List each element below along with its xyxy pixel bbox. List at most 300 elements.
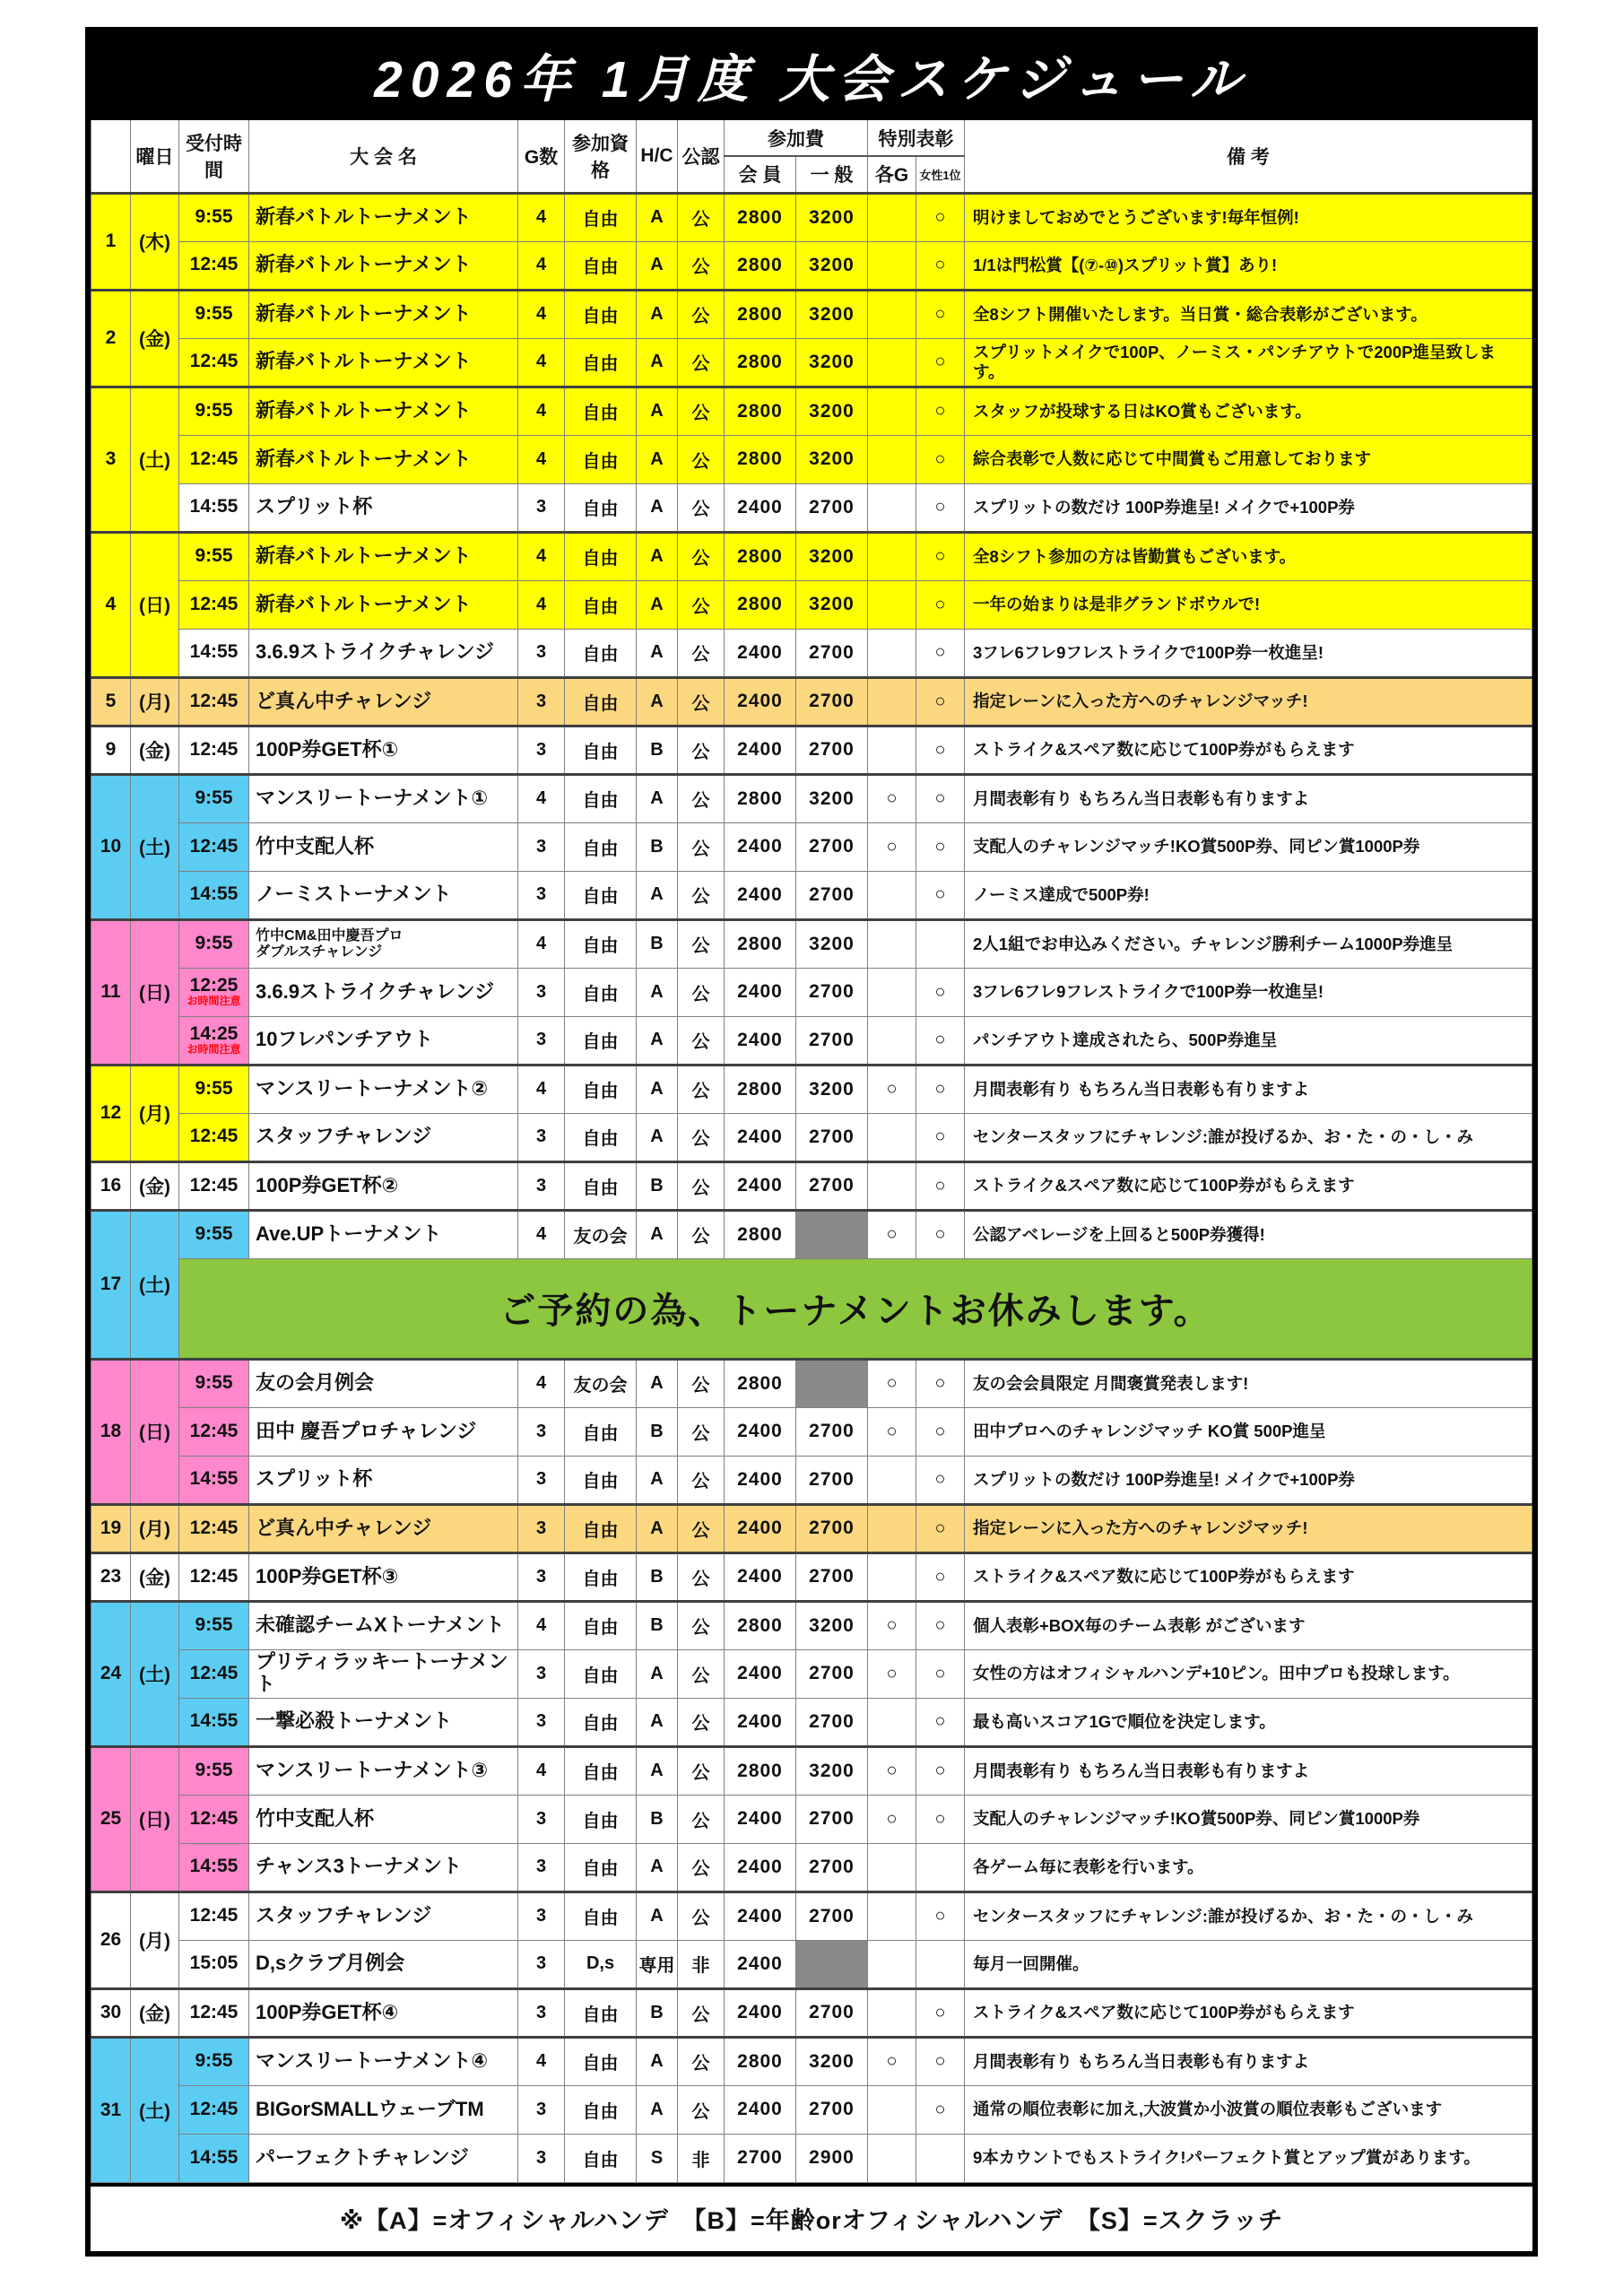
member-fee-cell: 2800 [725, 193, 796, 241]
handicap-cell: B [637, 1795, 678, 1843]
certified-cell: 公 [678, 1456, 725, 1504]
tournament-name-cell: D,sクラブ月例会 [249, 1940, 518, 1988]
tournament-name-cell: BIGorSMALLウェーブTM [249, 2085, 518, 2134]
member-fee-cell: 2800 [725, 532, 796, 580]
games-cell: 4 [518, 435, 565, 483]
day-cell: 12 [91, 1065, 131, 1161]
games-cell: 3 [518, 1016, 565, 1065]
schedule-row [91, 919, 1532, 968]
award-female-cell: ○ [916, 1456, 965, 1504]
award-each-game-cell [868, 629, 916, 677]
certified-cell: 公 [678, 677, 725, 726]
award-female-cell: ○ [916, 1698, 965, 1746]
schedule-row [91, 1016, 1532, 1065]
remarks-cell: 全8シフト開催いたします。当日賞・総合表彰がございます。 [965, 290, 1532, 338]
certified-cell: 公 [678, 1843, 725, 1892]
member-fee-cell: 2800 [725, 387, 796, 435]
remarks-cell: 各ゲーム毎に表彰を行います。 [965, 1843, 1532, 1892]
remarks-cell: スプリットの数だけ 100P券進呈! メイクで+100P券 [965, 483, 1532, 532]
schedule-row [91, 1698, 1532, 1746]
general-fee-cell: 2700 [796, 1456, 868, 1504]
certified-cell: 公 [678, 1698, 725, 1746]
time-cell: 12:45 [179, 1892, 249, 1940]
member-fee-cell: 2400 [725, 483, 796, 532]
tournament-name-cell: 100P券GET杯③ [249, 1552, 518, 1601]
weekday-cell: (金) [131, 1552, 179, 1601]
day-cell: 31 [91, 2037, 131, 2182]
handicap-cell: A [637, 1504, 678, 1552]
time-cell: 14:55 [179, 1698, 249, 1746]
general-fee-cell: 2900 [796, 2134, 868, 2182]
general-fee-cell: 2700 [796, 1407, 868, 1456]
handicap-cell: B [637, 1161, 678, 1210]
games-cell: 3 [518, 1552, 565, 1601]
tournament-name-cell: 新春バトルトーナメント [249, 387, 518, 435]
tournament-name-cell: 竹中支配人杯 [249, 822, 518, 871]
games-cell: 3 [518, 1795, 565, 1843]
header-remarks: 備 考 [965, 119, 1532, 193]
games-cell: 4 [518, 1601, 565, 1649]
handicap-cell: A [637, 774, 678, 822]
games-cell: 3 [518, 1940, 565, 1988]
award-each-game-cell [868, 677, 916, 726]
general-fee-cell: 2700 [796, 2085, 868, 2134]
time-cell: 12:45 [179, 338, 249, 387]
time-cell: 9:55 [179, 1359, 249, 1407]
schedule-row [91, 1113, 1532, 1161]
header-games: G数 [518, 119, 565, 193]
games-cell: 4 [518, 1359, 565, 1407]
games-cell: 3 [518, 1698, 565, 1746]
member-fee-cell: 2400 [725, 2085, 796, 2134]
award-each-game-cell [868, 193, 916, 241]
eligibility-cell: 自由 [565, 1552, 637, 1601]
time-cell: 9:55 [179, 290, 249, 338]
general-fee-cell: 3200 [796, 1746, 868, 1795]
certified-cell: 公 [678, 193, 725, 241]
weekday-cell: (日) [131, 1359, 179, 1504]
remarks-cell: 2人1組でお申込みください。チャレンジ勝利チーム1000P券進呈 [965, 919, 1532, 968]
handicap-cell: A [637, 435, 678, 483]
general-fee-cell: 3200 [796, 2037, 868, 2085]
tournament-name-cell: Ave.UPトーナメント [249, 1210, 518, 1258]
award-each-game-cell: ○ [868, 1649, 916, 1698]
remarks-cell: 友の会会員限定 月間褒賞発表します! [965, 1359, 1532, 1407]
schedule-row [91, 435, 1532, 483]
remarks-cell: センタースタッフにチャレンジ:誰が投げるか、お・た・の・し・み [965, 1892, 1532, 1940]
certified-cell: 公 [678, 1407, 725, 1456]
certified-cell: 公 [678, 1210, 725, 1258]
weekday-cell: (土) [131, 774, 179, 919]
schedule-row [91, 1504, 1532, 1552]
time-cell: 12:45 [179, 1552, 249, 1601]
schedule-row [91, 1988, 1532, 2037]
time-cell: 14:55 [179, 629, 249, 677]
award-each-game-cell [868, 2134, 916, 2182]
time-cell: 12:45 [179, 1795, 249, 1843]
member-fee-cell: 2400 [725, 1552, 796, 1601]
time-cell: 14:55 [179, 483, 249, 532]
award-each-game-cell: ○ [868, 1359, 916, 1407]
time-cell: 12:45 [179, 1407, 249, 1456]
award-each-game-cell: ○ [868, 774, 916, 822]
eligibility-cell: 友の会 [565, 1210, 637, 1258]
weekday-cell: (月) [131, 677, 179, 726]
certified-cell: 公 [678, 1504, 725, 1552]
certified-cell: 公 [678, 532, 725, 580]
member-fee-cell: 2400 [725, 871, 796, 919]
tournament-name-cell: 3.6.9ストライクチャレンジ [249, 629, 518, 677]
eligibility-cell: 自由 [565, 2037, 637, 2085]
remarks-cell: スタッフが投球する日はKO賞もございます。 [965, 387, 1532, 435]
games-cell: 3 [518, 1843, 565, 1892]
games-cell: 3 [518, 2134, 565, 2182]
time-cell: 12:45 [179, 580, 249, 629]
award-each-game-cell: ○ [868, 1210, 916, 1258]
day-cell: 26 [91, 1892, 131, 1988]
time-cell: 12:45 [179, 241, 249, 290]
day-cell: 4 [91, 532, 131, 677]
award-each-game-cell [868, 1843, 916, 1892]
header-female-first-award: 女性1位 [916, 156, 965, 193]
handicap-cell: A [637, 871, 678, 919]
eligibility-cell: 自由 [565, 1601, 637, 1649]
handicap-cell: A [637, 1892, 678, 1940]
award-each-game-cell [868, 919, 916, 968]
general-fee-cell: 3200 [796, 290, 868, 338]
header-fee-group: 参加費 [725, 119, 868, 156]
handicap-cell: B [637, 1988, 678, 2037]
handicap-cell: A [637, 1210, 678, 1258]
remarks-cell: 指定レーンに入った方へのチャレンジマッチ! [965, 677, 1532, 726]
certified-cell: 公 [678, 726, 725, 774]
remarks-cell: 毎月一回開催。 [965, 1940, 1532, 1988]
tournament-name-cell: マンスリートーナメント② [249, 1065, 518, 1113]
member-fee-cell: 2400 [725, 1504, 796, 1552]
remarks-cell: 3フレ6フレ9フレストライクで100P券一枚進呈! [965, 968, 1532, 1016]
day-cell: 19 [91, 1504, 131, 1552]
time-cell: 9:55 [179, 1210, 249, 1258]
games-cell: 3 [518, 726, 565, 774]
eligibility-cell: 自由 [565, 1504, 637, 1552]
handicap-cell: A [637, 2085, 678, 2134]
time-cell: 15:05 [179, 1940, 249, 1988]
award-female-cell: ○ [916, 290, 965, 338]
handicap-cell: S [637, 2134, 678, 2182]
general-fee-cell: 3200 [796, 193, 868, 241]
time-cell: 12:45 [179, 1161, 249, 1210]
time-cell: 14:55 [179, 1843, 249, 1892]
time-cell: 12:45 [179, 1504, 249, 1552]
schedule-row [91, 1795, 1532, 1843]
schedule-row [91, 338, 1532, 387]
handicap-cell: A [637, 677, 678, 726]
general-fee-cell [796, 1359, 868, 1407]
certified-cell: 非 [678, 1940, 725, 1988]
header-general-fee: 一 般 [796, 156, 868, 193]
award-female-cell: ○ [916, 1601, 965, 1649]
remarks-cell: ストライク&スペア数に応じて100P券がもらえます [965, 1988, 1532, 2037]
general-fee-cell: 2700 [796, 1113, 868, 1161]
weekday-cell: (土) [131, 387, 179, 532]
award-each-game-cell [868, 1988, 916, 2037]
remarks-cell: 支配人のチャレンジマッチ!KO賞500P券、同ピン賞1000P券 [965, 1795, 1532, 1843]
day-cell: 24 [91, 1601, 131, 1746]
award-female-cell: ○ [916, 1988, 965, 2037]
handicap-cell: B [637, 1601, 678, 1649]
award-female-cell: ○ [916, 241, 965, 290]
award-each-game-cell [868, 290, 916, 338]
handicap-cell: A [637, 968, 678, 1016]
award-female-cell: ○ [916, 1161, 965, 1210]
schedule-row [91, 871, 1532, 919]
certified-cell: 公 [678, 1795, 725, 1843]
award-female-cell: ○ [916, 726, 965, 774]
remarks-cell: 月間表彰有り もちろん当日表彰も有りますよ [965, 774, 1532, 822]
certified-cell: 公 [678, 1988, 725, 2037]
eligibility-cell: 自由 [565, 2134, 637, 2182]
tournament-name-cell: 未確認チームXトーナメント [249, 1601, 518, 1649]
games-cell: 3 [518, 1892, 565, 1940]
member-fee-cell: 2800 [725, 1359, 796, 1407]
general-fee-cell: 2700 [796, 1649, 868, 1698]
weekday-cell: (日) [131, 532, 179, 677]
award-each-game-cell [868, 1016, 916, 1065]
header-reception-time: 受付時間 [179, 119, 249, 193]
games-cell: 3 [518, 677, 565, 726]
weekday-cell: (金) [131, 1988, 179, 2037]
tournament-name-cell: マンスリートーナメント③ [249, 1746, 518, 1795]
time-cell: 9:55 [179, 1601, 249, 1649]
award-female-cell: ○ [916, 483, 965, 532]
tournament-name-cell: マンスリートーナメント④ [249, 2037, 518, 2085]
header-tournament-name: 大 会 名 [249, 119, 518, 193]
tournament-name-cell: 友の会月例会 [249, 1359, 518, 1407]
handicap-cell: A [637, 193, 678, 241]
handicap-cell: A [637, 532, 678, 580]
remarks-cell: スプリットの数だけ 100P券進呈! メイクで+100P券 [965, 1456, 1532, 1504]
certified-cell: 公 [678, 1016, 725, 1065]
remarks-cell: 3フレ6フレ9フレストライクで100P券一枚進呈! [965, 629, 1532, 677]
schedule-row [91, 483, 1532, 532]
tournament-name-cell: プリティラッキートーナメント [249, 1649, 518, 1698]
general-fee-cell: 2700 [796, 822, 868, 871]
eligibility-cell: 自由 [565, 677, 637, 726]
eligibility-cell: 自由 [565, 1988, 637, 2037]
award-female-cell: ○ [916, 2037, 965, 2085]
eligibility-cell: 自由 [565, 1016, 637, 1065]
award-female-cell: ○ [916, 968, 965, 1016]
eligibility-cell: 自由 [565, 338, 637, 387]
member-fee-cell: 2800 [725, 919, 796, 968]
member-fee-cell: 2400 [725, 1016, 796, 1065]
award-female-cell: ○ [916, 1892, 965, 1940]
tournament-name-cell: パーフェクトチャレンジ [249, 2134, 518, 2182]
member-fee-cell: 2400 [725, 1892, 796, 1940]
weekday-cell: (土) [131, 1601, 179, 1746]
award-each-game-cell [868, 387, 916, 435]
table-header [91, 119, 1532, 193]
award-each-game-cell: ○ [868, 1746, 916, 1795]
eligibility-cell: 友の会 [565, 1359, 637, 1407]
weekday-cell: (月) [131, 1892, 179, 1988]
day-cell: 30 [91, 1988, 131, 2037]
games-cell: 3 [518, 629, 565, 677]
eligibility-cell: 自由 [565, 1161, 637, 1210]
handicap-cell: A [637, 1746, 678, 1795]
member-fee-cell: 2400 [725, 968, 796, 1016]
certified-cell: 公 [678, 1601, 725, 1649]
member-fee-cell: 2800 [725, 1746, 796, 1795]
remarks-cell: 公認アベレージを上回ると500P券獲得! [965, 1210, 1532, 1258]
member-fee-cell: 2800 [725, 1210, 796, 1258]
award-female-cell: ○ [916, 1504, 965, 1552]
general-fee-cell: 2700 [796, 677, 868, 726]
tournament-name-cell: 新春バトルトーナメント [249, 290, 518, 338]
certified-cell: 公 [678, 435, 725, 483]
tournament-name-cell: ノーミストーナメント [249, 871, 518, 919]
time-cell: 14:55 [179, 871, 249, 919]
weekday-cell: (金) [131, 726, 179, 774]
award-each-game-cell [868, 1892, 916, 1940]
tournament-name-cell: マンスリートーナメント① [249, 774, 518, 822]
weekday-cell: (日) [131, 919, 179, 1065]
weekday-cell: (土) [131, 1210, 179, 1359]
time-cell: 12:45 [179, 726, 249, 774]
certified-cell: 公 [678, 968, 725, 1016]
award-female-cell [916, 1940, 965, 1988]
handicap-cell: A [637, 2037, 678, 2085]
general-fee-cell: 2700 [796, 1504, 868, 1552]
schedule-row [91, 1407, 1532, 1456]
schedule-row [91, 2037, 1532, 2085]
handicap-cell: A [637, 1016, 678, 1065]
time-cell: 14:25 お時間注意 [179, 1016, 249, 1065]
award-female-cell: ○ [916, 2085, 965, 2134]
weekday-cell: (土) [131, 2037, 179, 2182]
remarks-cell: センタースタッフにチャレンジ:誰が投げるか、お・た・の・し・み [965, 1113, 1532, 1161]
tournament-name-cell: 新春バトルトーナメント [249, 435, 518, 483]
games-cell: 4 [518, 338, 565, 387]
time-warning: お時間注意 [187, 995, 241, 1008]
remarks-cell: 9本カウントでもストライク!パーフェクト賞とアップ賞があります。 [965, 2134, 1532, 2182]
closed-banner: ご予約の為、トーナメントお休みします。 [179, 1258, 1532, 1359]
member-fee-cell: 2400 [725, 1456, 796, 1504]
general-fee-cell: 2700 [796, 629, 868, 677]
award-each-game-cell: ○ [868, 1065, 916, 1113]
eligibility-cell: 自由 [565, 483, 637, 532]
day-cell: 2 [91, 290, 131, 387]
general-fee-cell: 2700 [796, 483, 868, 532]
general-fee-cell [796, 1940, 868, 1988]
award-each-game-cell [868, 968, 916, 1016]
award-female-cell: ○ [916, 1746, 965, 1795]
general-fee-cell: 2700 [796, 1552, 868, 1601]
eligibility-cell: 自由 [565, 290, 637, 338]
tournament-name-cell: 100P券GET杯④ [249, 1988, 518, 2037]
header-eligibility: 参加資格 [565, 119, 637, 193]
remarks-cell: 月間表彰有り もちろん当日表彰も有りますよ [965, 2037, 1532, 2085]
award-female-cell: ○ [916, 1210, 965, 1258]
games-cell: 3 [518, 1649, 565, 1698]
member-fee-cell: 2400 [725, 629, 796, 677]
schedule-row [91, 629, 1532, 677]
tournament-name-cell: 新春バトルトーナメント [249, 241, 518, 290]
time-cell: 9:55 [179, 2037, 249, 2085]
member-fee-cell: 2400 [725, 822, 796, 871]
handicap-cell: A [637, 387, 678, 435]
eligibility-cell: 自由 [565, 919, 637, 968]
tournament-name-cell: チャンス3トーナメント [249, 1843, 518, 1892]
member-fee-cell: 2800 [725, 580, 796, 629]
remarks-cell: 全8シフト参加の方は皆勤賞もございます。 [965, 532, 1532, 580]
certified-cell: 公 [678, 241, 725, 290]
schedule-row [91, 1649, 1532, 1698]
handicap-cell: A [637, 629, 678, 677]
handicap-cell: A [637, 338, 678, 387]
day-cell: 17 [91, 1210, 131, 1359]
games-cell: 3 [518, 871, 565, 919]
member-fee-cell: 2400 [725, 1795, 796, 1843]
games-cell: 4 [518, 2037, 565, 2085]
remarks-cell: 指定レーンに入った方へのチャレンジマッチ! [965, 1504, 1532, 1552]
eligibility-cell: 自由 [565, 2085, 637, 2134]
general-fee-cell: 2700 [796, 726, 868, 774]
general-fee-cell: 3200 [796, 532, 868, 580]
handicap-cell: A [637, 1113, 678, 1161]
handicap-cell: A [637, 241, 678, 290]
member-fee-cell: 2800 [725, 435, 796, 483]
time-cell: 14:55 [179, 2134, 249, 2182]
member-fee-cell: 2400 [725, 1161, 796, 1210]
award-each-game-cell [868, 1504, 916, 1552]
award-each-game-cell [868, 483, 916, 532]
weekday-cell: (月) [131, 1065, 179, 1161]
award-female-cell: ○ [916, 1649, 965, 1698]
eligibility-cell: 自由 [565, 1113, 637, 1161]
header-award-group: 特別表彰 [868, 119, 965, 156]
tournament-name-cell: スタッフチャレンジ [249, 1892, 518, 1940]
handicap-cell: A [637, 483, 678, 532]
eligibility-cell: 自由 [565, 1407, 637, 1456]
certified-cell: 公 [678, 483, 725, 532]
certified-cell: 公 [678, 1065, 725, 1113]
games-cell: 4 [518, 919, 565, 968]
member-fee-cell: 2400 [725, 677, 796, 726]
award-female-cell [916, 2134, 965, 2182]
schedule-row [91, 2134, 1532, 2182]
schedule-table [91, 118, 1532, 2183]
handicap-cell: A [637, 580, 678, 629]
eligibility-cell: 自由 [565, 387, 637, 435]
games-cell: 4 [518, 532, 565, 580]
certified-cell: 公 [678, 822, 725, 871]
tournament-name-cell: ど真ん中チャレンジ [249, 677, 518, 726]
schedule-row [91, 1843, 1532, 1892]
day-cell: 9 [91, 726, 131, 774]
tournament-name-cell: 100P券GET杯② [249, 1161, 518, 1210]
award-female-cell: ○ [916, 1113, 965, 1161]
schedule-row [91, 290, 1532, 338]
time-cell: 9:55 [179, 387, 249, 435]
time-cell: 12:25 お時間注意 [179, 968, 249, 1016]
tournament-name-cell: スプリット杯 [249, 1456, 518, 1504]
eligibility-cell: 自由 [565, 629, 637, 677]
handicap-cell: B [637, 726, 678, 774]
award-female-cell: ○ [916, 193, 965, 241]
award-female-cell: ○ [916, 387, 965, 435]
eligibility-cell: 自由 [565, 580, 637, 629]
